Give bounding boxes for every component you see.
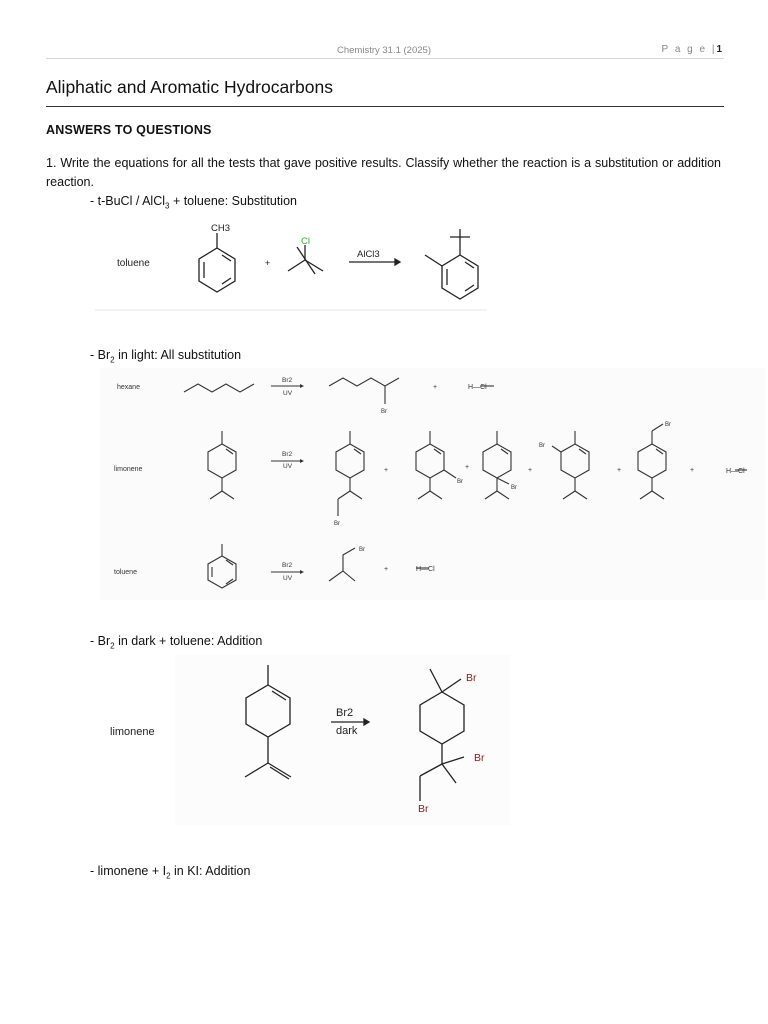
item-subscript: 2 xyxy=(110,641,115,651)
item-subscript: 2 xyxy=(166,871,171,881)
reagent-bottom: UV xyxy=(283,390,293,397)
limonene-label: limonene xyxy=(110,726,155,738)
title-divider xyxy=(46,106,724,107)
row-label-toluene: toluene xyxy=(114,569,137,576)
item-text: + toluene: Substitution xyxy=(169,194,297,208)
plus-sign: + xyxy=(690,467,695,474)
item-subscript: 3 xyxy=(165,201,170,211)
row-label-limonene: limonene xyxy=(114,466,143,473)
reagent-top: Br2 xyxy=(282,377,293,384)
c-c-bond xyxy=(297,247,315,274)
header-page xyxy=(662,44,722,55)
item-iodine xyxy=(90,864,250,881)
plus-sign: + xyxy=(528,467,533,474)
br-label: Br xyxy=(359,547,365,553)
br-label: Br xyxy=(457,479,463,485)
plus-sign: + xyxy=(617,467,622,474)
page-title: Aliphatic and Aromatic Hydrocarbons xyxy=(46,77,333,97)
item-text: - limonene + I xyxy=(90,864,167,878)
page-word: P a g e | xyxy=(661,44,717,55)
double-bond xyxy=(222,278,231,284)
header-course: Chemistry 31.1 (2025) xyxy=(337,45,431,56)
br-label: Br xyxy=(539,443,545,449)
item-text: in light: All substitution xyxy=(114,348,242,362)
br-label: Br xyxy=(334,521,340,527)
page-number: 1 xyxy=(716,44,722,55)
item-text: in KI: Addition xyxy=(170,864,251,878)
item-br2-dark xyxy=(90,634,262,651)
item-subscript: 2 xyxy=(110,355,115,365)
methyl-label: CH3 xyxy=(211,223,231,234)
item-text: - Br xyxy=(90,634,111,648)
br-label: Br xyxy=(381,409,387,415)
plus-sign: + xyxy=(384,467,389,474)
methyl-bond xyxy=(425,255,442,266)
c-c-bond xyxy=(288,260,305,271)
section-heading: ANSWERS TO QUESTIONS xyxy=(46,123,212,137)
br-label: Br xyxy=(466,672,477,684)
plus-sign: + xyxy=(433,384,438,391)
c-c-bond xyxy=(305,260,323,271)
reagent-label: AlCl3 xyxy=(357,249,380,260)
item-text: - t-BuCl / AlCl xyxy=(90,194,166,208)
reagent-bottom: dark xyxy=(336,725,358,737)
item-text: - Br xyxy=(90,348,111,362)
scheme-br2-uv xyxy=(100,368,765,600)
question-1-text: 1. Write the equations for all the tests that gave positive results. Classify whether the reaction is a substitution or addition reaction. xyxy=(46,156,721,189)
reagent-top: Br2 xyxy=(336,707,354,719)
hcl-label: H—Cl xyxy=(416,566,435,573)
plus-sign: + xyxy=(384,566,389,573)
plus-sign: + xyxy=(465,464,470,471)
br-label: Br xyxy=(418,803,429,815)
scheme-friedel-crafts xyxy=(95,215,490,313)
toluene-label: toluene xyxy=(117,258,150,269)
arrow-head xyxy=(395,259,400,265)
item-text: in dark + toluene: Addition xyxy=(114,634,263,648)
reagent-bottom: UV xyxy=(283,463,293,470)
reagent-top: Br2 xyxy=(282,451,293,458)
item-br2-light xyxy=(90,348,241,365)
hcl-label: H—Cl xyxy=(468,384,487,391)
br-label: Br xyxy=(511,485,517,491)
double-bond xyxy=(465,285,474,291)
hcl-label: H—Cl xyxy=(726,468,745,475)
reagent-top: Br2 xyxy=(282,562,293,569)
br-label: Br xyxy=(474,752,485,764)
plus-sign: + xyxy=(265,258,271,268)
reagent-bottom: UV xyxy=(283,575,293,582)
header-divider xyxy=(46,58,724,59)
row-label-hexane: hexane xyxy=(117,384,140,391)
scheme-br2-dark xyxy=(100,655,510,825)
item-tbucl xyxy=(90,194,297,211)
br-label: Br xyxy=(665,422,671,428)
chlorine-label: Cl xyxy=(301,236,310,247)
